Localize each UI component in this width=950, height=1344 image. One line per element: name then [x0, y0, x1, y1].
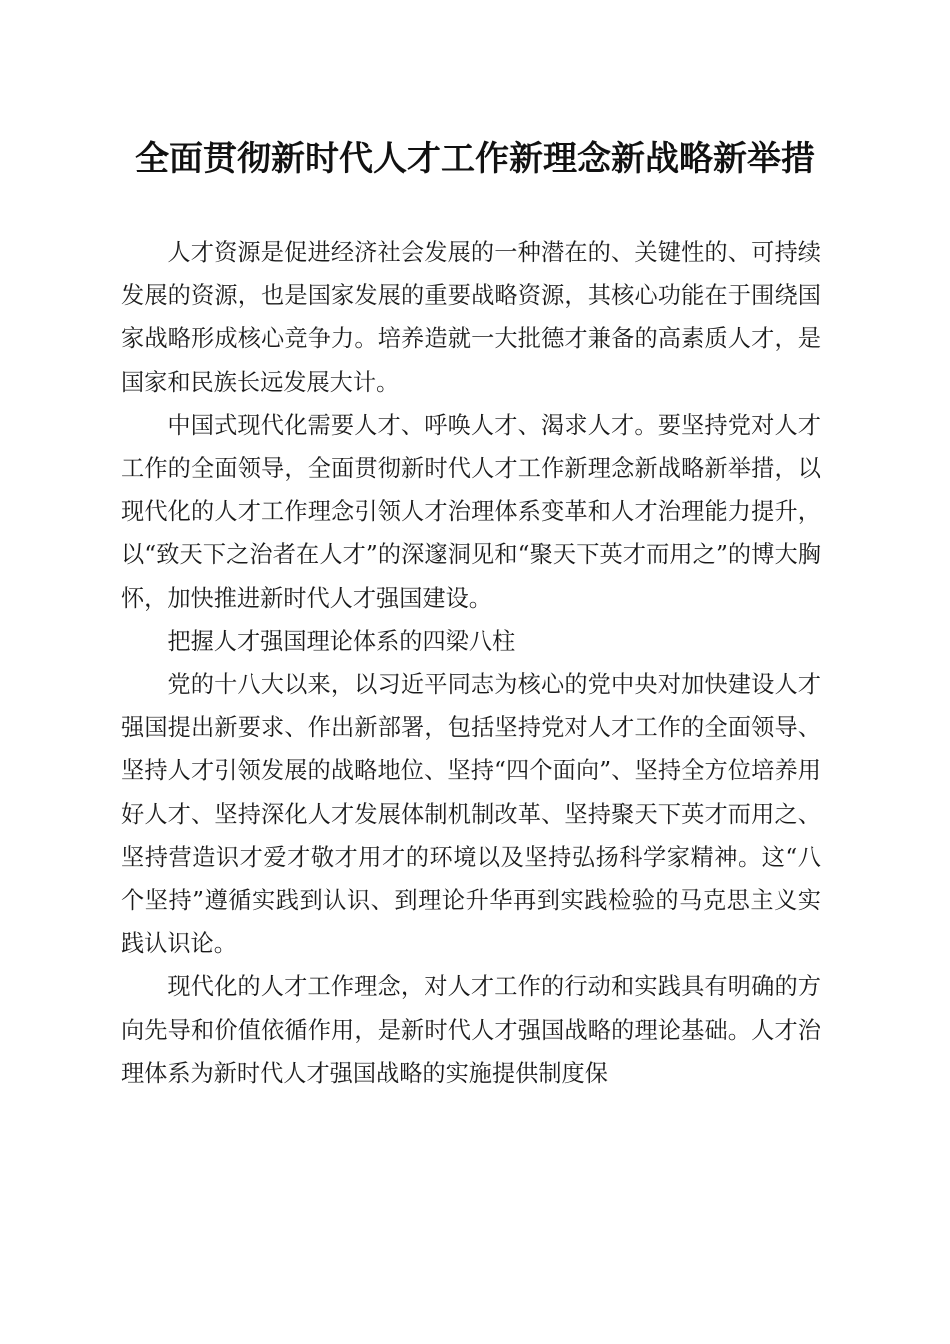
paragraph-modern-talent-concept: 现代化的人才工作理念，对人才工作的行动和实践具有明确的方向先导和价值依循作用，是新时代人才强国战略的理论基础。人才治理体系为新时代人才强国战略的实施提供制度保	[121, 973, 821, 1087]
paragraph-eight-persistences: 党的十八大以来，以习近平同志为核心的党中央对加快建设人才强国提出新要求、作出新部署，包括坚持党对人才工作的全面领导、坚持人才引领发展的战略地位、坚持“四个面向”、坚持全方位培养用好人才、坚持深化人才发展体制机制改革、坚持聚天下英才而用之、坚持营造识才爱才敬才用才的环境以及坚持弘扬科学家精神。这“八个坚持”遵循实践到认识、到理论升华再到实践检验的马克思主义实践认识论。	[121, 671, 821, 958]
paragraph-chinese-modernization: 中国式现代化需要人才、呼唤人才、渴求人才。要坚持党对人才工作的全面领导，全面贯彻新时代人才工作新理念新战略新举措，以现代化的人才工作理念引领人才治理体系变革和人才治理能力提升，以“致天下之治者在人才”的深邃洞见和“聚天下英才而用之”的博大胸怀，加快推进新时代人才强国建设。	[121, 411, 821, 612]
document-title: 全面贯彻新时代人才工作新理念新战略新举措	[135, 139, 815, 179]
paragraph-talent-resources: 人才资源是促进经济社会发展的一种潜在的、关键性的、可持续发展的资源，也是国家发展的重要战略资源，其核心功能在于围绕国家战略形成核心竞争力。培养造就一大批德才兼备的高素质人才，是国家和民族长远发展大计。	[121, 239, 821, 396]
document-body	[121, 231, 821, 1095]
section-heading: 把握人才强国理论体系的四梁八柱	[167, 627, 516, 655]
